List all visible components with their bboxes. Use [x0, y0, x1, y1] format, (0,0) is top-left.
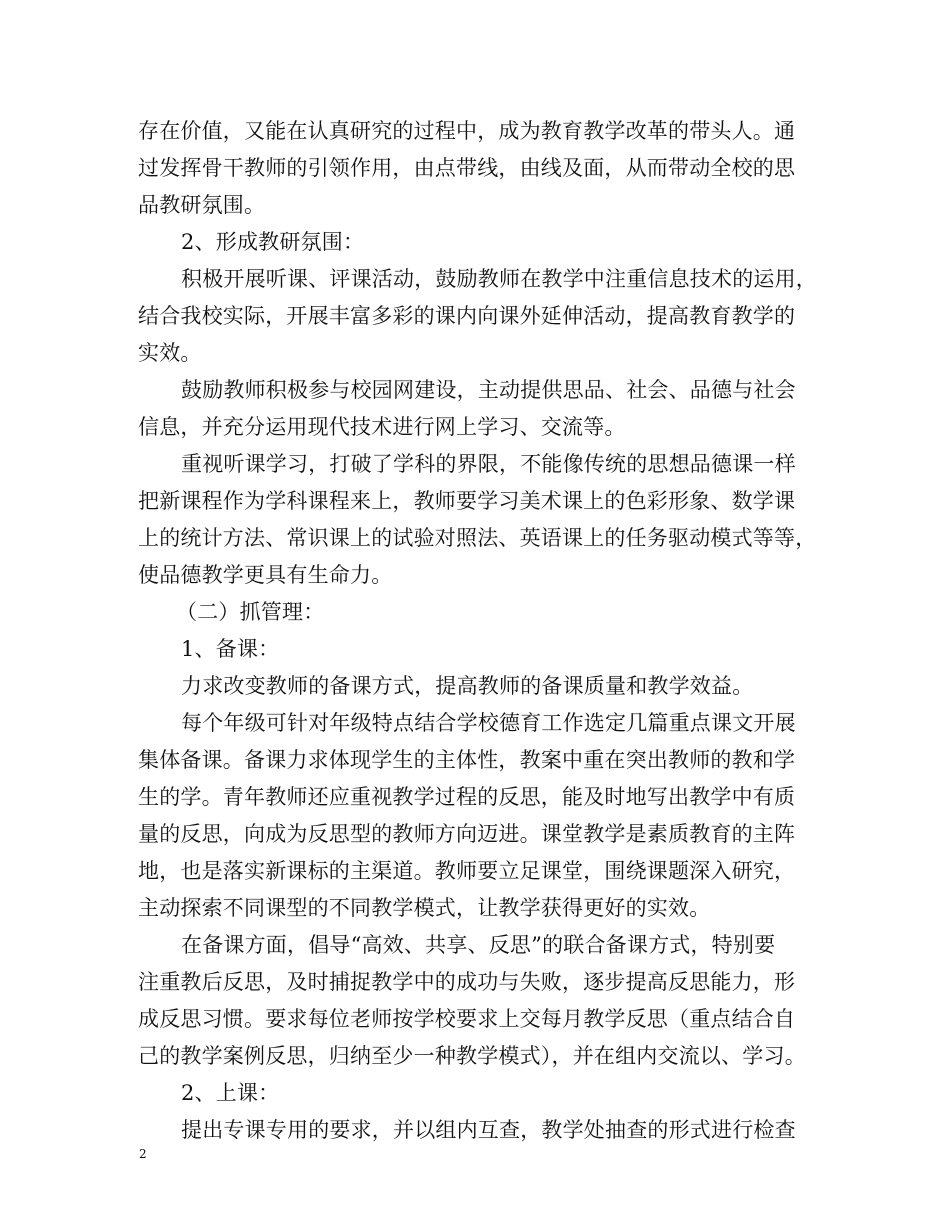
- page-number: 2: [139, 1147, 147, 1161]
- section-heading: （二）抓管理：: [176, 600, 325, 624]
- section-heading: 1、备课：: [181, 637, 280, 661]
- paragraph-line: 品教研氛围。: [138, 193, 266, 217]
- paragraph-line: 集体备课。备课力求体现学生的主体性，教案中重在突出教师的教和学: [138, 748, 796, 772]
- paragraph-line: 过发挥骨干教师的引领作用，由点带线，由线及面，从而带动全校的思: [138, 156, 796, 180]
- paragraph-line: 信息，并充分运用现代技术进行网上学习、交流等。: [138, 415, 626, 439]
- paragraph-line: 存在价值，又能在认真研究的过程中，成为教育教学改革的带头人。通: [138, 119, 796, 143]
- paragraph-line: 实效。: [138, 341, 202, 365]
- paragraph-line: 每个年级可针对年级特点结合学校德育工作选定几篇重点课文开展: [181, 711, 796, 735]
- paragraph-line: 鼓励教师积极参与校园网建设，主动提供思品、社会、品德与社会: [181, 378, 796, 402]
- section-heading: 2、上课：: [181, 1081, 280, 1105]
- paragraph-line: 使品德教学更具有生命力。: [138, 563, 393, 587]
- paragraph-line: 注重教后反思，及时捕捉教学中的成功与失败，逐步提高反思能力，形: [138, 970, 796, 994]
- paragraph-line: 力求改变教师的备课方式，提高教师的备课质量和教学效益。: [181, 674, 754, 698]
- paragraph-line: 重视听课学习，打破了学科的界限，不能像传统的思想品德课一样: [181, 452, 796, 476]
- paragraph-line: 己的教学案例反思，归纳至少一种教学模式），并在组内交流以、学习。: [138, 1044, 806, 1068]
- paragraph-line: 主动探索不同课型的不同教学模式，让教学获得更好的实效。: [138, 896, 711, 920]
- paragraph-line: 结合我校实际，开展丰富多彩的课内向课外延伸活动，提高教育教学的: [138, 304, 796, 328]
- paragraph-line: 地，也是落实新课标的主渠道。教师要立足课堂，围绕课题深入研究，: [138, 859, 796, 883]
- paragraph-line: 上的统计方法、常识课上的试验对照法、英语课上的任务驱动模式等等，: [138, 526, 817, 550]
- paragraph-line: 生的学。青年教师还应重视教学过程的反思，能及时地写出教学中有质: [138, 785, 796, 809]
- section-heading: 2、形成教研氛围：: [181, 230, 365, 254]
- paragraph-line: 积极开展听课、评课活动，鼓励教师在教学中注重信息技术的运用，: [181, 267, 817, 291]
- paragraph-line: 成反思习惯。要求每位老师按学校要求上交每月教学反思（重点结合自: [138, 1007, 796, 1031]
- paragraph-line: 提出专课专用的要求，并以组内互查，教学处抽查的形式进行检查: [181, 1118, 796, 1142]
- paragraph-line: 把新课程作为学科课程来上，教师要学习美术课上的色彩形象、数学课: [138, 489, 796, 513]
- paragraph-line: 在备课方面，倡导“高效、共享、反思”的联合备课方式，特别要: [181, 933, 776, 957]
- paragraph-line: 量的反思，向成为反思型的教师方向迈进。课堂教学是素质教育的主阵: [138, 822, 796, 846]
